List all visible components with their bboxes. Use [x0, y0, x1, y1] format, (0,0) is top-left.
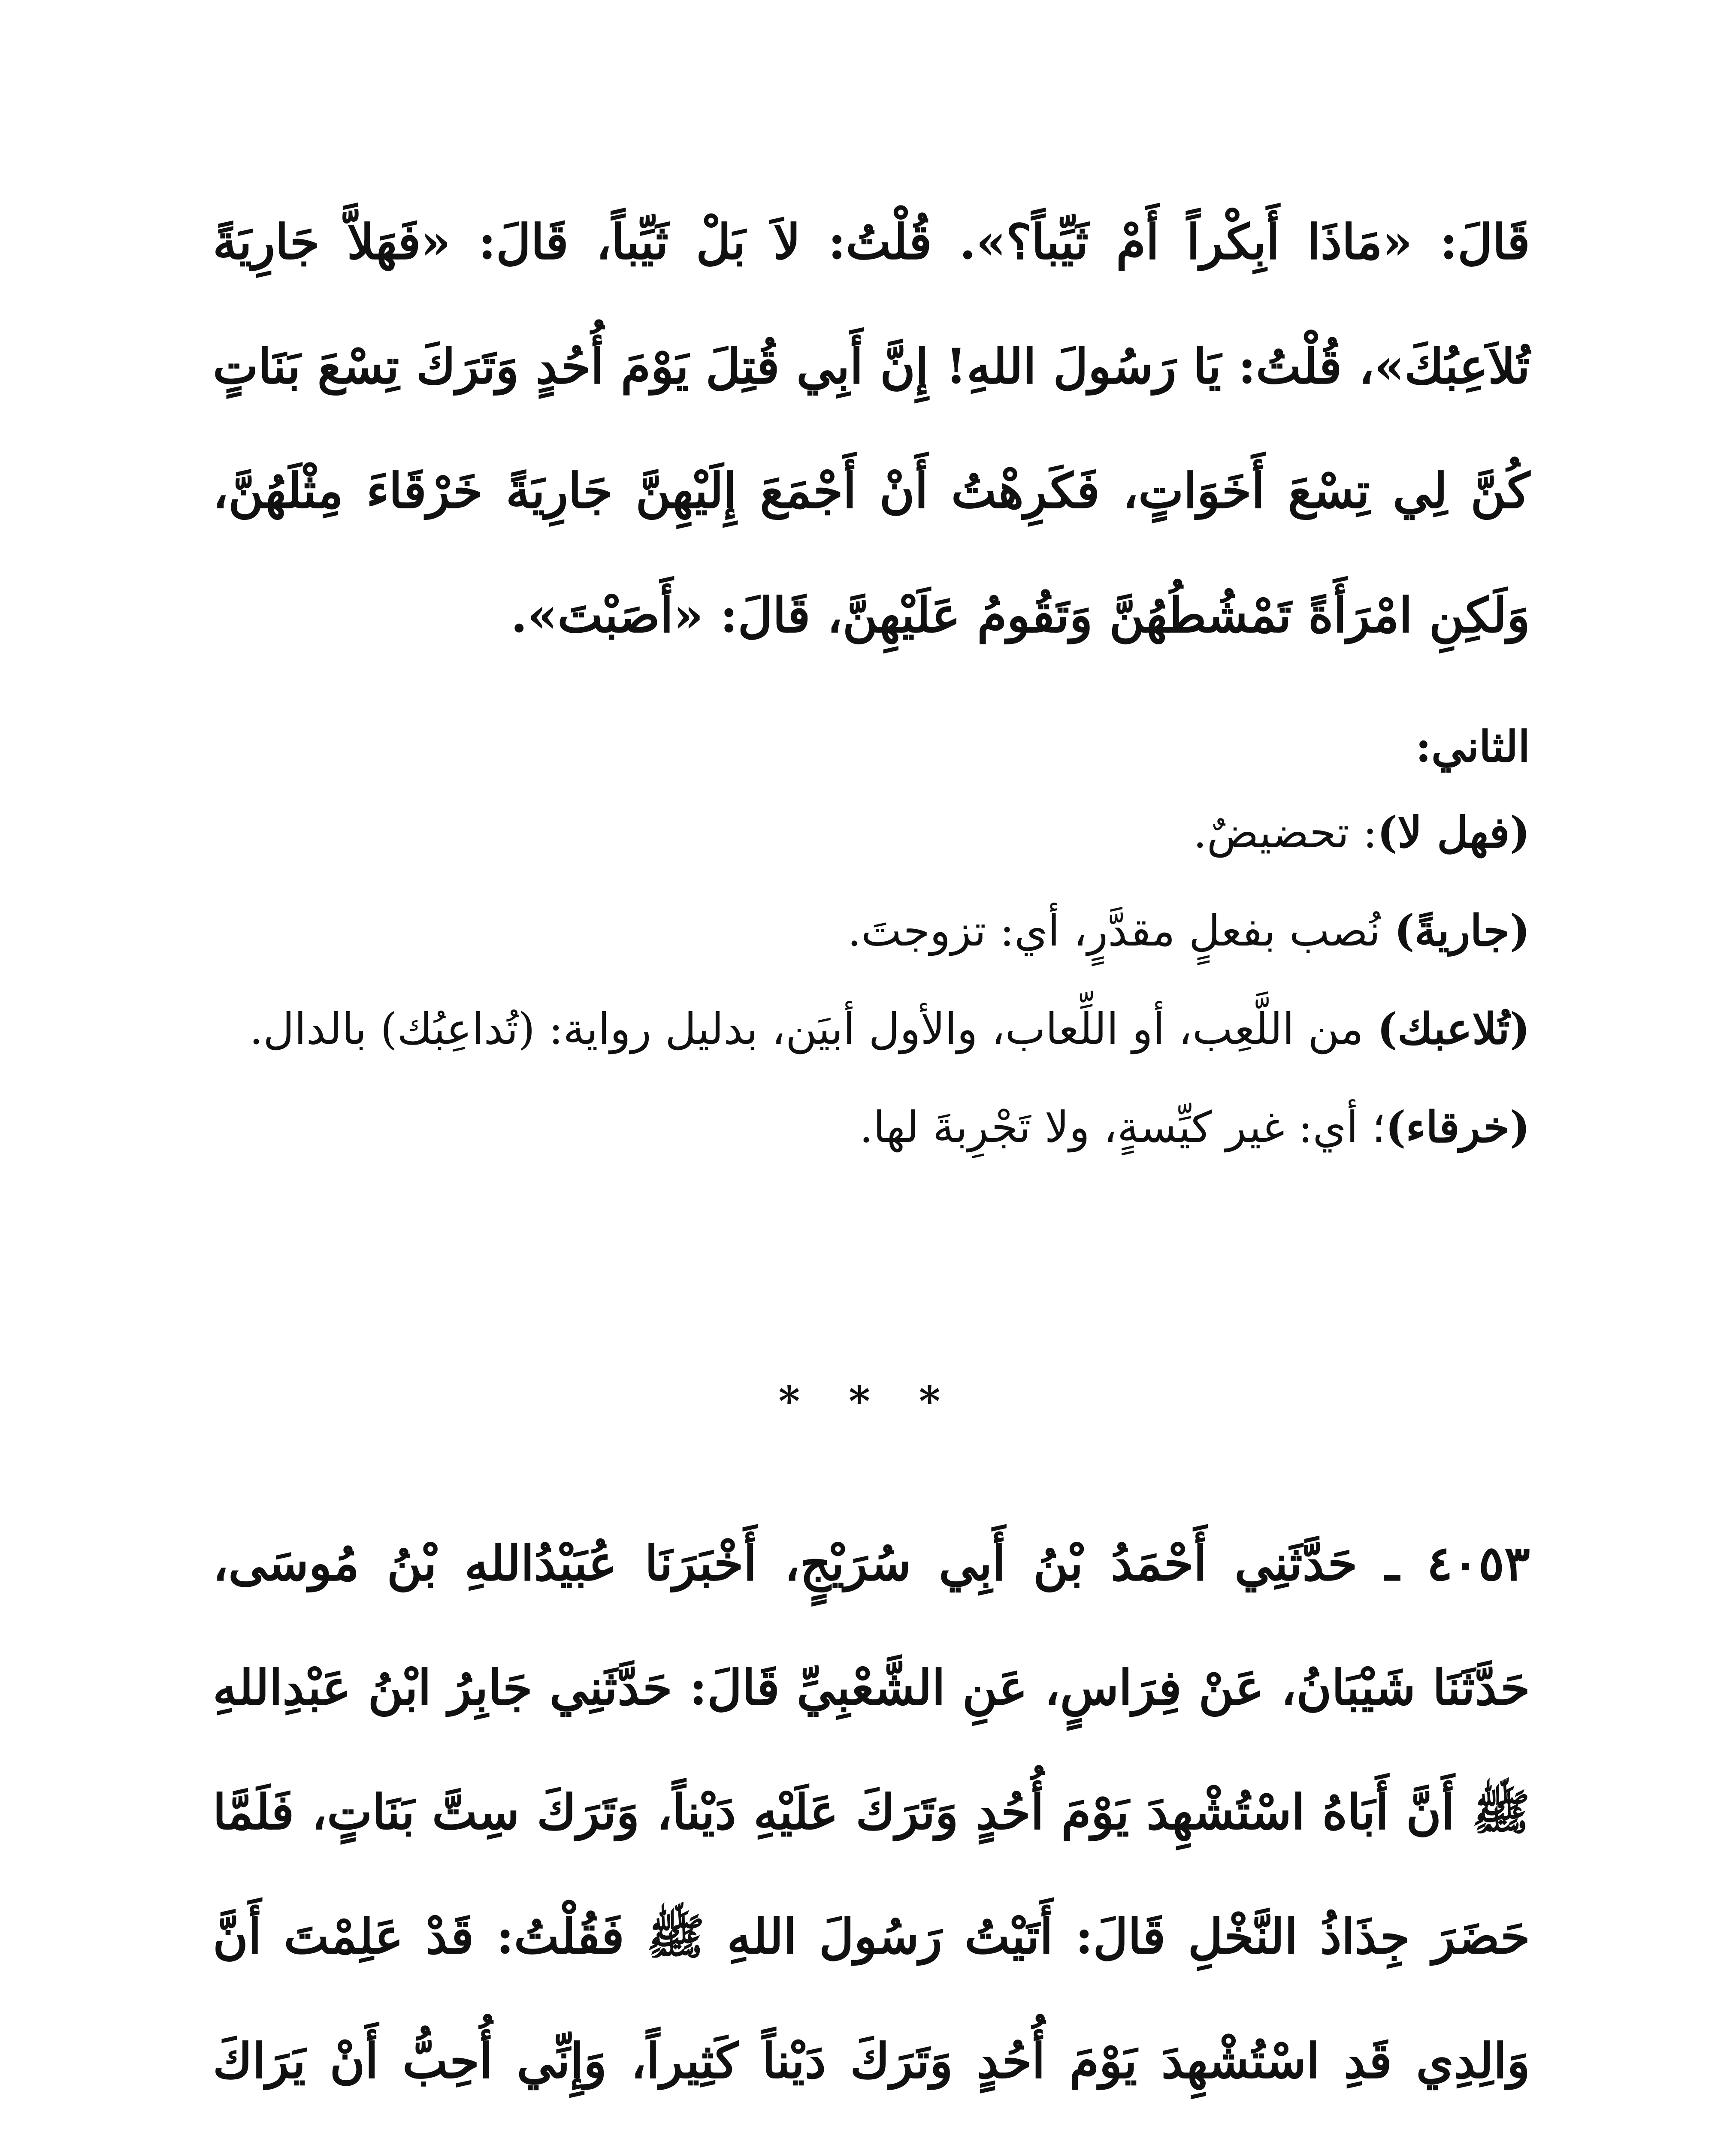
hadith-number: ٤٠٥٣ ـ	[1385, 1535, 1530, 1592]
note-item	[213, 986, 1530, 1072]
hadith-paragraph	[213, 1502, 1530, 2145]
section-separator: * * *	[778, 1377, 958, 1426]
note-text: نُصب بفعلٍ مقدَّرٍ، أي: تزوجتَ.	[847, 906, 1394, 956]
commentary-notes	[213, 704, 1530, 1182]
hadith-continuation-paragraph	[213, 180, 1530, 678]
hadith-text: حَدَّثَنِي أَحْمَدُ بْنُ أَبِي سُرَيْجٍ، أَخْبَرَنَا عُبَيْدُاللهِ بْنُ مُوسَى، حَدَّثَنَا شَيْبَانُ، عَنْ فِرَاسٍ، عَنِ الشَّعْبِيِّ قَالَ: حَدَّثَنِي جَابِرُ ابْنُ عَبْدِاللهِ ﷺ أَنَّ أَبَاهُ اسْتُشْهِدَ يَوْمَ أُحُدٍ وَتَرَكَ عَلَيْهِ دَيْناً، وَتَرَكَ سِتَّ بَنَاتٍ، فَلَمَّا حَضَرَ جِذَاذُ النَّخْلِ قَالَ: أَتَيْتُ رَسُولَ اللهِ ﷺ فَقُلْتُ: قَدْ عَلِمْتَ أَنَّ وَالِدِي قَدِ اسْتُشْهِدَ يَوْمَ أُحُدٍ وَتَرَكَ دَيْناً كَثِيراً، وَإِنِّي أُحِبُّ أَنْ يَرَاكَ	[213, 1535, 1530, 2089]
note-item	[213, 1084, 1530, 1170]
paragraph-text: قَالَ: «مَاذَا أَبِكْراً أَمْ ثَيِّباً؟». قُلْتُ: لاَ بَلْ ثَيِّباً، قَالَ: «فَهَلاَّ جَارِيَةً تُلاَعِبُكَ»، قُلْتُ: يَا رَسُولَ اللهِ! إِنَّ أَبِي قُتِلَ يَوْمَ أُحُدٍ وَتَرَكَ تِسْعَ بَنَاتٍ كُنَّ لِي تِسْعَ أَخَوَاتٍ، فَكَرِهْتُ أَنْ أَجْمَعَ إِلَيْهِنَّ جَارِيَةً خَرْقَاءَ مِثْلَهُنَّ، وَلَكِنِ امْرَأَةً تَمْشُطُهُنَّ وَتَقُومُ عَلَيْهِنَّ، قَالَ: «أَصَبْتَ».	[213, 214, 1530, 644]
note-item	[213, 888, 1530, 974]
note-text: من اللَّعِب، أو اللِّعاب، والأول أبيَن، بدليل رواية: (تُداعِبُك) بالدال.	[249, 1004, 1377, 1054]
note-term: (جاريةً)	[1394, 905, 1530, 956]
note-term: (تُلاعبك)	[1377, 1003, 1530, 1054]
notes-heading: الثاني:	[1415, 721, 1530, 772]
hadith-body	[213, 1502, 1530, 2145]
note-text: : تحضيضٌ.	[1193, 807, 1377, 858]
note-text: ؛ أي: غير كيِّسةٍ، ولا تَجْرِبةَ لها.	[859, 1102, 1386, 1152]
note-term: (فهل لا)	[1377, 807, 1530, 858]
note-item	[213, 789, 1530, 876]
note-term: (خرقاء)	[1385, 1102, 1530, 1152]
